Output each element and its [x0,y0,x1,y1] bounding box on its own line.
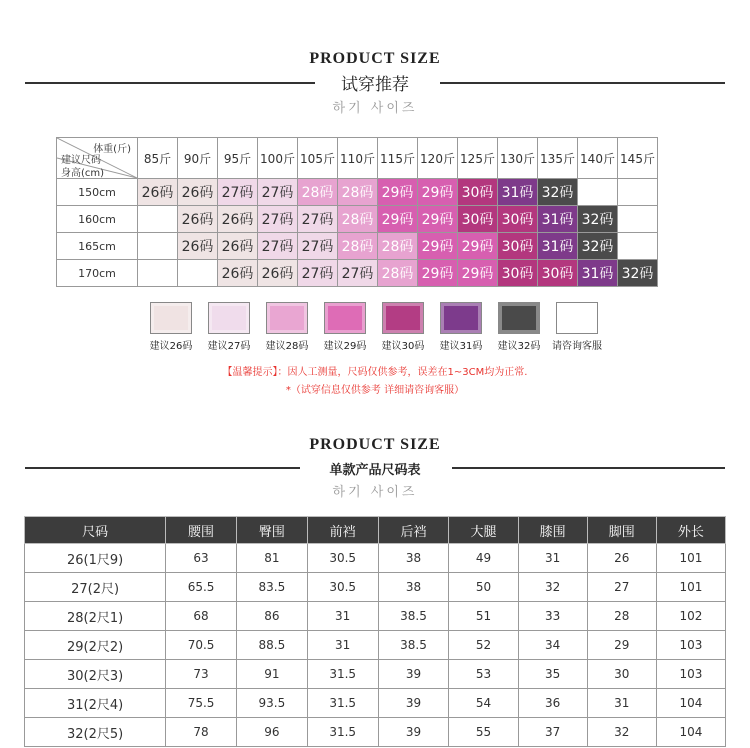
height-label: 150cm [57,179,138,206]
legend-label: 建议32码 [497,341,541,352]
recommended-size-cell: 32码 [618,260,658,287]
size-column-header: 后裆 [378,517,449,544]
size-label-cell: 30(2尺3) [25,660,166,689]
legend-label: 建议30码 [381,341,425,352]
measurement-cell: 30.5 [307,573,378,602]
measurement-cell: 53 [449,660,518,689]
measurement-cell: 31 [307,631,378,660]
measurement-cell: 51 [449,602,518,631]
corner-size-label: 建议尺码 [61,155,101,166]
recommended-size-cell: 30码 [458,179,498,206]
recommended-size-cell: 30码 [458,206,498,233]
table-row [25,689,726,718]
measurement-cell: 78 [166,718,237,747]
recommended-size-cell [178,260,218,287]
size-column-header: 前裆 [307,517,378,544]
section1-title-en: PRODUCT SIZE [309,50,441,67]
corner-header [57,138,138,179]
height-label: 165cm [57,233,138,260]
recommended-size-cell: 28码 [338,233,378,260]
size-label-cell: 31(2尺4) [25,689,166,718]
section2-header [0,436,750,500]
table-row [25,573,726,602]
recommended-size-cell: 27码 [258,179,298,206]
recommended-size-cell: 30码 [538,260,578,287]
tip-note: 【温馨提示】：因人工测量，尺码仅供参考，误差在1~3CM均为正常. [222,367,528,378]
measurement-cell: 31 [587,689,656,718]
height-label: 160cm [57,206,138,233]
legend-item [258,302,316,352]
recommended-size-cell [618,179,658,206]
measurement-cell: 104 [656,689,725,718]
recommended-size-cell [138,206,178,233]
corner-weight-label: 体重(斤) [93,144,131,155]
measurement-cell: 31.5 [307,660,378,689]
size-label-cell: 28(2尺1) [25,602,166,631]
legend-item [548,302,606,352]
measurement-cell: 31 [518,544,587,573]
size-column-header: 膝围 [518,517,587,544]
table-row [25,631,726,660]
weight-header: 90斤 [178,138,218,179]
recommended-size-cell: 29码 [418,233,458,260]
measurement-cell: 34 [518,631,587,660]
recommended-size-cell: 29码 [378,206,418,233]
legend-label: 建议29码 [323,341,367,352]
weight-header: 130斤 [498,138,538,179]
legend-swatch [324,302,366,334]
table-row [25,602,726,631]
measurement-cell: 93.5 [236,689,307,718]
divider-right [440,82,725,84]
recommended-size-cell [618,233,658,260]
size-chart-table [24,516,726,747]
recommended-size-cell: 31码 [538,206,578,233]
divider-left-2 [25,467,300,469]
measurement-cell: 38.5 [378,631,449,660]
legend-swatch [382,302,424,334]
measurement-cell: 26 [587,544,656,573]
measurement-cell: 50 [449,573,518,602]
weight-header: 120斤 [418,138,458,179]
recommended-size-cell: 31码 [498,179,538,206]
measurement-cell: 38 [378,573,449,602]
legend-label: 请咨询客服 [552,341,602,352]
measurement-cell: 55 [449,718,518,747]
measurement-cell: 54 [449,689,518,718]
recommended-size-cell [138,233,178,260]
measurement-cell: 38.5 [378,602,449,631]
table-row [25,660,726,689]
measurement-cell: 75.5 [166,689,237,718]
size-column-header: 脚围 [587,517,656,544]
height-label: 170cm [57,260,138,287]
legend-swatch [556,302,598,334]
recommended-size-cell: 32码 [538,179,578,206]
section2-title-en: PRODUCT SIZE [309,436,441,453]
weight-header: 145斤 [618,138,658,179]
measurement-cell: 39 [378,689,449,718]
legend-item [432,302,490,352]
weight-header: 105斤 [298,138,338,179]
recommended-size-cell: 29码 [458,233,498,260]
legend-swatch [498,302,540,334]
recommended-size-cell: 26码 [218,206,258,233]
measurement-cell: 52 [449,631,518,660]
weight-header: 95斤 [218,138,258,179]
measurement-cell: 28 [587,602,656,631]
recommended-size-cell: 28码 [298,179,338,206]
recommended-size-cell: 29码 [418,179,458,206]
recommended-size-cell: 27码 [338,260,378,287]
measurement-cell: 88.5 [236,631,307,660]
section2-title-kr: 하기 사이즈 [332,485,418,500]
recommended-size-cell: 32码 [578,233,618,260]
size-column-header: 臀围 [236,517,307,544]
recommended-size-cell: 26码 [178,206,218,233]
recommended-size-cell: 26码 [178,179,218,206]
legend-item [200,302,258,352]
measurement-cell: 31.5 [307,718,378,747]
size-column-header: 腰围 [166,517,237,544]
section1-title-cn: 试穿推荐 [341,75,409,95]
recommended-size-cell: 28码 [378,233,418,260]
measurement-cell: 39 [378,660,449,689]
legend-item [142,302,200,352]
legend-swatch [150,302,192,334]
measurement-cell: 103 [656,660,725,689]
legend-label: 建议26码 [149,341,193,352]
measurement-cell: 38 [378,544,449,573]
recommendation-row [57,260,658,287]
recommended-size-cell: 29码 [418,260,458,287]
recommended-size-cell: 30码 [498,260,538,287]
recommendation-row [57,206,658,233]
recommended-size-cell: 29码 [378,179,418,206]
recommended-size-cell: 27码 [218,179,258,206]
recommended-size-cell: 27码 [298,206,338,233]
weight-header: 140斤 [578,138,618,179]
size-label-cell: 26(1尺9) [25,544,166,573]
measurement-cell: 30 [587,660,656,689]
measurement-cell: 31 [307,602,378,631]
measurement-cell: 96 [236,718,307,747]
recommended-size-cell: 28码 [378,260,418,287]
legend-label: 建议31码 [439,341,483,352]
measurement-cell: 104 [656,718,725,747]
recommended-size-cell: 32码 [578,206,618,233]
corner-height-label: 身高(cm) [61,168,105,179]
measurement-cell: 68 [166,602,237,631]
measurement-cell: 39 [378,718,449,747]
measurement-cell: 70.5 [166,631,237,660]
size-column-header: 大腿 [449,517,518,544]
section1-header [0,50,750,116]
recommended-size-cell: 26码 [218,260,258,287]
legend-item [374,302,432,352]
weight-header: 115斤 [378,138,418,179]
size-column-header: 尺码 [25,517,166,544]
recommended-size-cell: 28码 [338,206,378,233]
measurement-cell: 63 [166,544,237,573]
weight-header: 100斤 [258,138,298,179]
recommended-size-cell: 27码 [298,233,338,260]
recommended-size-cell: 27码 [258,206,298,233]
recommended-size-cell: 31码 [578,260,618,287]
measurement-cell: 27 [587,573,656,602]
recommended-size-cell: 26码 [218,233,258,260]
recommended-size-cell: 27码 [298,260,338,287]
recommendation-row [57,233,658,260]
measurement-cell: 36 [518,689,587,718]
measurement-cell: 73 [166,660,237,689]
recommended-size-cell: 27码 [258,233,298,260]
legend-item [490,302,548,352]
recommended-size-cell: 26码 [138,179,178,206]
recommended-size-cell [578,179,618,206]
measurement-cell: 103 [656,631,725,660]
measurement-cell: 83.5 [236,573,307,602]
reference-note: *（试穿信息仅供参考 详细请咨询客服） [285,385,465,396]
measurement-cell: 33 [518,602,587,631]
size-label-cell: 27(2尺) [25,573,166,602]
measurement-cell: 29 [587,631,656,660]
measurement-cell: 86 [236,602,307,631]
measurement-cell: 35 [518,660,587,689]
recommended-size-cell [618,206,658,233]
legend-swatch [208,302,250,334]
section1-title-kr: 하기 사이즈 [332,101,418,116]
recommended-size-cell [138,260,178,287]
recommended-size-cell: 28码 [338,179,378,206]
size-recommendation-table [56,137,658,287]
measurement-cell: 101 [656,573,725,602]
measurement-cell: 32 [587,718,656,747]
recommended-size-cell: 31码 [538,233,578,260]
size-column-header: 外长 [656,517,725,544]
recommended-size-cell: 26码 [178,233,218,260]
legend-swatch [440,302,482,334]
size-label-cell: 29(2尺2) [25,631,166,660]
measurement-cell: 65.5 [166,573,237,602]
measurement-cell: 81 [236,544,307,573]
weight-header: 110斤 [338,138,378,179]
measurement-cell: 91 [236,660,307,689]
size-label-cell: 32(2尺5) [25,718,166,747]
table-row [25,718,726,747]
recommended-size-cell: 30码 [498,233,538,260]
measurement-cell: 37 [518,718,587,747]
recommendation-row [57,179,658,206]
recommended-size-cell: 26码 [258,260,298,287]
measurement-cell: 31.5 [307,689,378,718]
section2-title-cn: 单款产品尺码表 [329,463,421,478]
recommended-size-cell: 29码 [418,206,458,233]
table-row [25,544,726,573]
divider-right-2 [452,467,725,469]
weight-header: 125斤 [458,138,498,179]
measurement-cell: 32 [518,573,587,602]
color-legend [142,302,606,352]
legend-label: 建议27码 [207,341,251,352]
divider-left [25,82,315,84]
legend-item [316,302,374,352]
weight-header: 85斤 [138,138,178,179]
legend-label: 建议28码 [265,341,309,352]
recommended-size-cell: 30码 [498,206,538,233]
recommended-size-cell: 29码 [458,260,498,287]
measurement-cell: 102 [656,602,725,631]
legend-swatch [266,302,308,334]
measurement-cell: 49 [449,544,518,573]
measurement-cell: 101 [656,544,725,573]
weight-header: 135斤 [538,138,578,179]
measurement-cell: 30.5 [307,544,378,573]
